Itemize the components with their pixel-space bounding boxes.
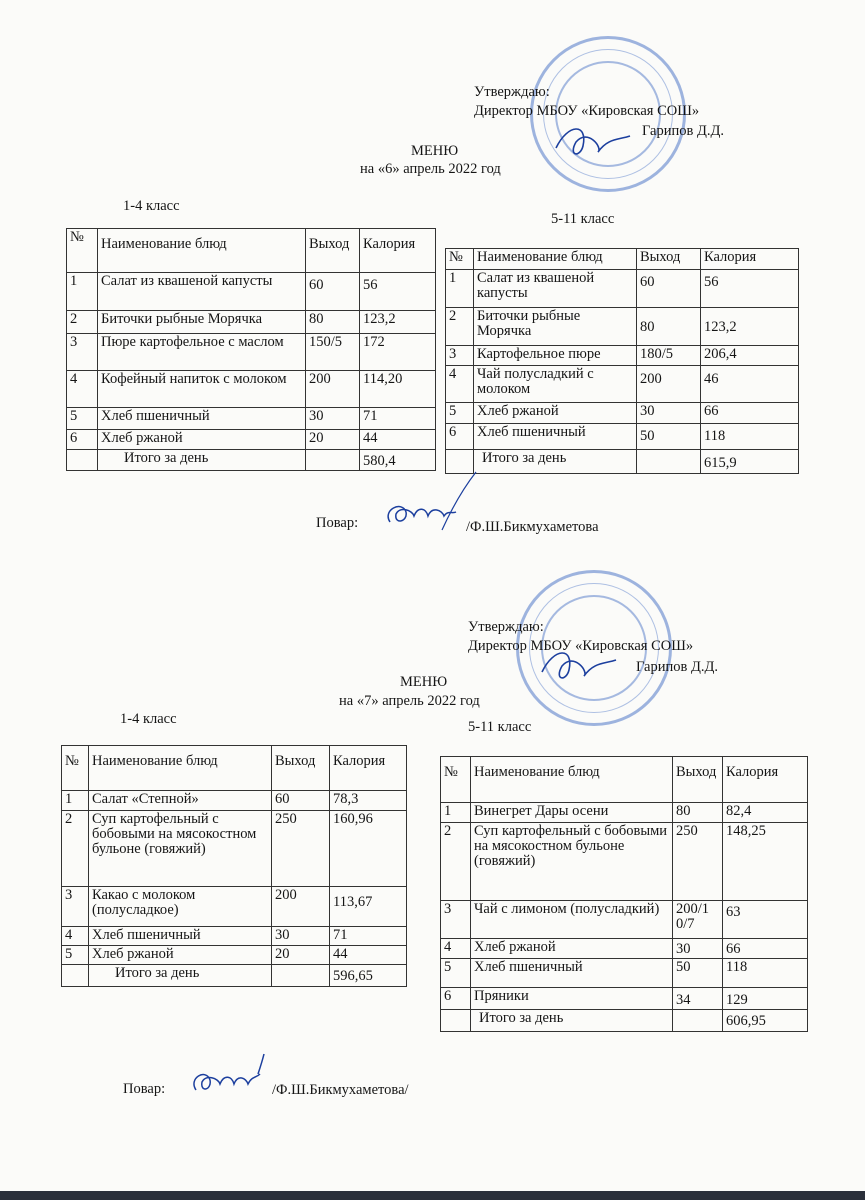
total-row: Итого за день 580,4 xyxy=(67,450,436,471)
table-row: 1 Винегрет Дары осени 80 82,4 xyxy=(441,803,808,823)
menu-table-senior xyxy=(440,756,808,1032)
class-label-senior: 5-11 класс xyxy=(468,719,532,735)
table-row: 1 Салат из квашеной капусты 60 56 xyxy=(67,273,436,311)
table-row: 1 Салат «Степной» 60 78,3 xyxy=(62,791,407,811)
table-row: 4 Хлеб пшеничный 30 71 xyxy=(62,927,407,946)
header-cell: № xyxy=(62,746,89,791)
menu-title: МЕНЮ xyxy=(400,674,448,690)
cook-name: /Ф.Ш.Бикмухаметова/ xyxy=(272,1082,409,1098)
cook-signature xyxy=(180,1048,275,1103)
table-row: 3 Какао с молоком (полусладкое) 200 113,67 xyxy=(62,887,407,927)
header-cell: № xyxy=(441,757,471,803)
table-row: 5 Хлеб пшеничный 30 71 xyxy=(67,408,436,430)
table-row: 2 Суп картофельный с бобовыми на мясокостном бульоне (говяжий) 250 160,96 xyxy=(62,811,407,887)
menu-date: на «7» апрель 2022 год xyxy=(339,693,480,709)
header-cell: Калория xyxy=(701,249,799,270)
menu-date: на «6» апрель 2022 год xyxy=(360,161,501,177)
table-row: 2 Суп картофельный с бобовыми на мясокостном бульоне (говяжий) 250 148,25 xyxy=(441,823,808,901)
cook-label: Повар: xyxy=(316,515,359,531)
table-row: 3 Пюре картофельное с маслом 150/5 172 xyxy=(67,334,436,371)
header-cell: Калория xyxy=(360,229,436,273)
total-row: Итого за день 606,95 xyxy=(441,1010,808,1032)
header-cell: Наименование блюд xyxy=(98,229,306,273)
cook-name: /Ф.Ш.Бикмухаметова xyxy=(466,519,599,535)
table-row: 5 Хлеб пшеничный 50 118 xyxy=(441,959,808,988)
total-row: Итого за день 596,65 xyxy=(62,965,407,987)
approve-label: Утверждаю: xyxy=(468,619,544,635)
header-cell: Выход xyxy=(306,229,360,273)
director-name: Гарипов Д.Д. xyxy=(636,659,718,675)
header-cell: Выход xyxy=(272,746,330,791)
header-cell: Калория xyxy=(330,746,407,791)
director-name: Гарипов Д.Д. xyxy=(642,123,724,139)
header-cell: Наименование блюд xyxy=(474,249,637,270)
table-row: 4 Хлеб ржаной 30 66 xyxy=(441,939,808,959)
header-cell: № xyxy=(67,229,98,273)
table-row: 6 Хлеб пшеничный 50 118 xyxy=(446,424,799,450)
table-row: 5 Хлеб ржаной 20 44 xyxy=(62,946,407,965)
director-signature xyxy=(548,118,638,168)
class-label-junior: 1-4 класс xyxy=(123,198,180,214)
table-row: 1 Салат из квашеной капусты 60 56 xyxy=(446,270,799,308)
table-row: 6 Пряники 34 129 xyxy=(441,988,808,1010)
menu-title: МЕНЮ xyxy=(411,143,459,159)
table-row: 2 Биточки рыбные Морячка 80 123,2 xyxy=(67,311,436,334)
class-label-senior: 5-11 класс xyxy=(551,211,615,227)
header-cell: № xyxy=(446,249,474,270)
table-row: 2 Биточки рыбные Морячка 80 123,2 xyxy=(446,308,799,346)
total-row: Итого за день 615,9 xyxy=(446,450,799,474)
table-row: 3 Чай с лимоном (полусладкий) 200/10/7 63 xyxy=(441,901,808,939)
table-row: 4 Чай полусладкий с молоком 200 46 xyxy=(446,366,799,403)
cook-label: Повар: xyxy=(123,1081,166,1097)
header-cell: Выход xyxy=(637,249,701,270)
table-row: 6 Хлеб ржаной 20 44 xyxy=(67,430,436,450)
header-cell: Калория xyxy=(723,757,808,803)
menu-table-senior xyxy=(445,248,799,474)
header-cell: Выход xyxy=(673,757,723,803)
approve-label: Утверждаю: xyxy=(474,84,550,100)
table-row: 4 Кофейный напиток с молоком 200 114,20 xyxy=(67,371,436,408)
scan-edge xyxy=(0,1191,865,1200)
table-row: 3 Картофельное пюре 180/5 206,4 xyxy=(446,346,799,366)
menu-table-junior xyxy=(66,228,436,471)
table-row: 5 Хлеб ржаной 30 66 xyxy=(446,403,799,424)
director-title: Директор МБОУ «Кировская СОШ» xyxy=(468,638,694,654)
class-label-junior: 1-4 класс xyxy=(120,711,177,727)
header-cell: Наименование блюд xyxy=(471,757,673,803)
menu-table-junior xyxy=(61,745,407,987)
director-title: Директор МБОУ «Кировская СОШ» xyxy=(474,103,700,119)
header-cell: Наименование блюд xyxy=(89,746,272,791)
